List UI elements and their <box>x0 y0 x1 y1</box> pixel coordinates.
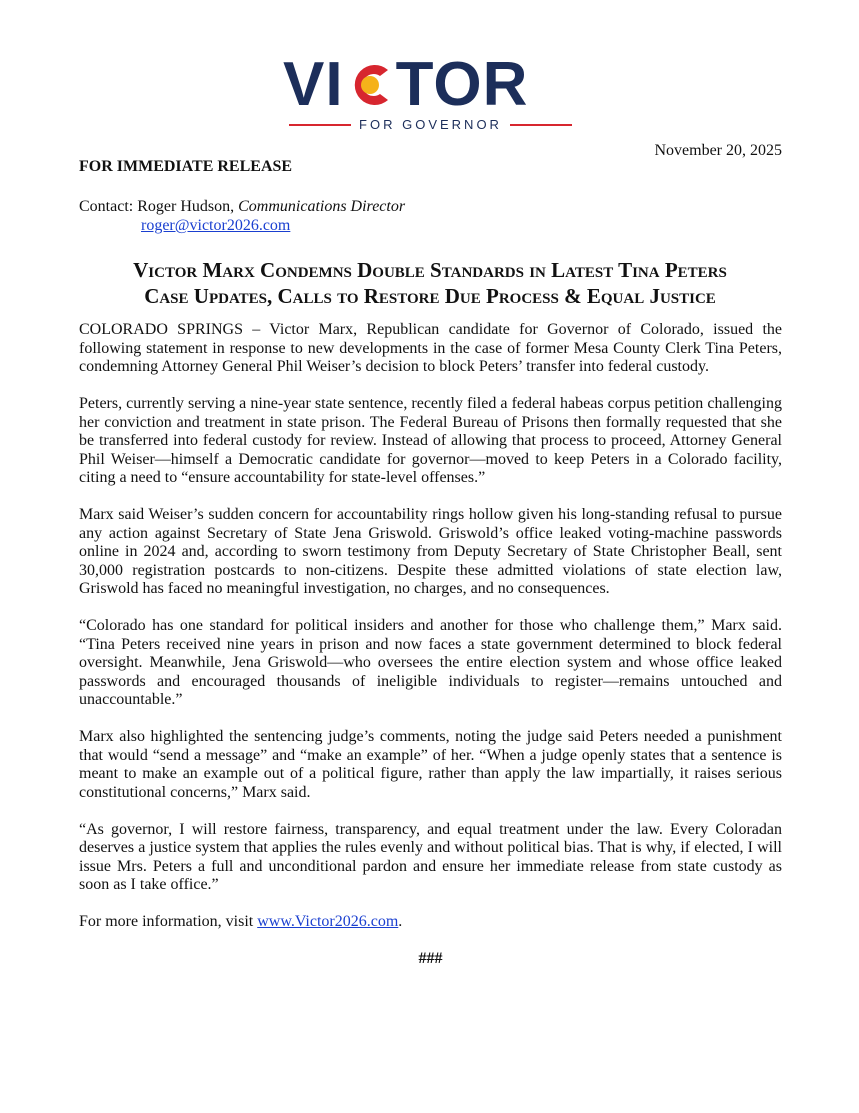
tagline-text: FOR GOVERNOR <box>359 117 502 132</box>
closing-prefix: For more information, visit <box>79 913 258 930</box>
contact-block <box>79 197 405 235</box>
paragraph: Peters, currently serving a nine-year state sentence, recently filed a federal habeas corpus petition challenging her conviction and treatment in state prison. The Federal Bureau of Prisons then formally requested that she be transferred into federal custody for review. Instead of allowing that process to proceed, Attorney General Phil Weiser—himself a Democratic candidate for governor—moved to keep Peters in a Colorado facility, citing a need to “ensure accountability for state-level offenses.” <box>79 395 782 486</box>
contact-email-link[interactable]: roger@victor2026.com <box>141 217 291 234</box>
contact-name: Roger Hudson, <box>137 198 239 215</box>
tagline-rule-left <box>289 124 351 126</box>
logo-wordmark <box>283 50 529 119</box>
victor-for-governor-logo <box>283 50 578 132</box>
logo-word-left: VI <box>283 50 344 119</box>
end-mark: ### <box>418 950 443 967</box>
tagline-rule-right <box>510 124 572 126</box>
release-body <box>79 321 782 969</box>
contact-line <box>79 197 405 216</box>
logo-word-right: TOR <box>395 50 529 119</box>
paragraph: Marx also highlighted the sentencing judge’s comments, noting the judge said Peters needed a punishment that would “send a message” and “make an example” of her. “When a judge openly states that a sentence is meant to make an example out of a political figure, rather than apply the law impartially, it raises serious constitutional concerns,” Marx said. <box>79 728 782 801</box>
paragraph: COLORADO SPRINGS – Victor Marx, Republican candidate for Governor of Colorado, issued the following statement in response to new developments in the case of former Mesa County Clerk Tina Peters, condemning Attorney General Phil Weiser’s decision to block Peters’ transfer into federal custody. <box>79 321 782 375</box>
closing-line <box>79 913 782 932</box>
release-date: November 20, 2025 <box>654 142 782 159</box>
logo-tagline <box>283 117 578 132</box>
paragraph: “Colorado has one standard for political insiders and another for those who challenge them,” Marx said. “Tina Peters received nine years in prison and now faces a state government determined to block federal oversight. Meanwhile, Jena Griswold—who oversees the entire election system and whose office leaked passwords and encouraged thousands of ineligible individuals to register—remains untouched and unaccountable.” <box>79 617 782 708</box>
paragraph: Marx said Weiser’s sudden concern for accountability rings hollow given his long-standing refusal to pursue any action against Secretary of State Jena Griswold. Griswold’s office leaked voting-machine passwords online in 2024 and, according to sworn testimony from Deputy Secretary of State Christopher Beall, sent 30,000 registration postcards to non-citizens. Despite these admitted violations of state election law, Griswold has faced no meaningful investigation, no charges, and no consequences. <box>79 506 782 597</box>
headline <box>60 257 800 309</box>
headline-line-2: Case Updates, Calls to Restore Due Process & Equal Justice <box>144 284 716 308</box>
paragraph: “As governor, I will restore fairness, transparency, and equal treatment under the law. Every Coloradan deserves a justice system that applies the rules evenly and without political bias. That is why, if elected, I will issue Mrs. Peters a full and unconditional pardon and ensure her immediate release from state custody as soon as I take office.” <box>79 820 782 893</box>
release-label: FOR IMMEDIATE RELEASE <box>79 158 293 175</box>
contact-prefix: Contact: <box>79 198 138 215</box>
closing-suffix: . <box>398 913 403 930</box>
contact-title: Communications Director <box>238 198 406 215</box>
colorado-c-icon <box>346 59 394 111</box>
website-link[interactable]: www.Victor2026.com <box>257 913 399 930</box>
headline-line-1: Victor Marx Condemns Double Standards in Latest Tina Peters <box>133 258 727 282</box>
